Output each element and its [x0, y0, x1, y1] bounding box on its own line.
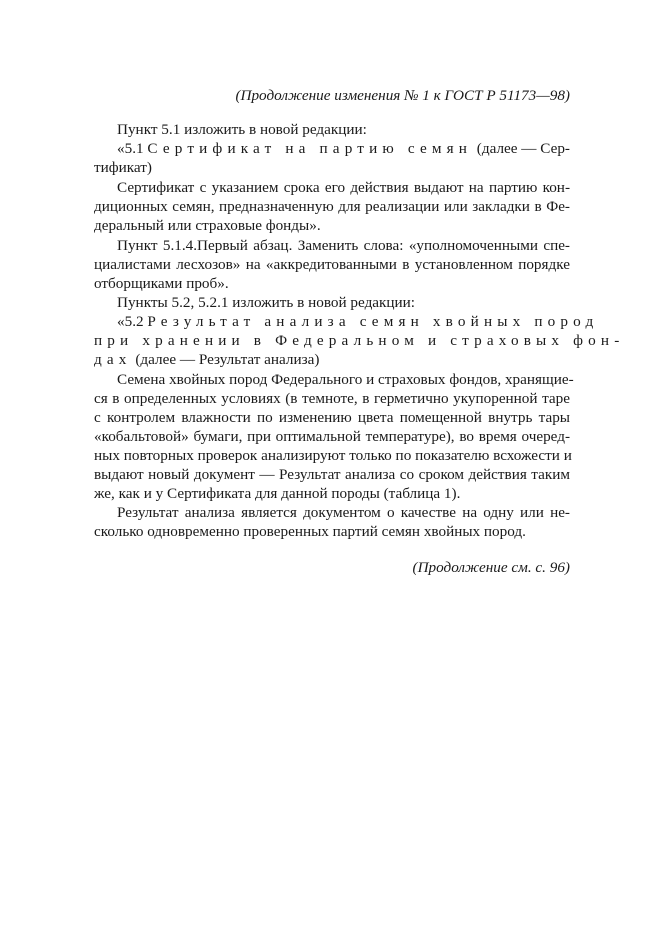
paragraph-line: «кобальтовой» бумаги, при оптимальной температуре), во время очеред- [94, 428, 570, 445]
paragraph-line: Результат анализа является документом о качестве на одну или не- [117, 504, 570, 521]
clause-number: «5.2 [117, 313, 144, 330]
clause-heading: Сертификат на партию семян [147, 140, 473, 157]
header-continuation: (Продолжение изменения № 1 к ГОСТ Р 51173—98) [235, 87, 570, 104]
paragraph-line: с контролем влажности по изменению цвета помещенной внутрь тары [94, 409, 570, 426]
clause-heading-end: дах [94, 351, 132, 368]
paragraph-line: Пункты 5.2, 5.2.1 изложить в новой редакции: [117, 294, 416, 311]
clause-note: (далее — Сер- [476, 140, 570, 157]
paragraph-line: отборщиками проб». [94, 275, 229, 292]
clause-note: (далее — Результат анализа) [135, 351, 320, 368]
clause-heading-cont: при хранении в Федеральном и страховых фон- [94, 332, 625, 349]
paragraph-line: же, как и у Сертификата для данной породы (таблица 1). [94, 485, 461, 502]
paragraph-line: Семена хвойных пород Федерального и страховых фондов, хранящие- [117, 371, 574, 388]
paragraph-line-spaced [94, 350, 570, 369]
paragraph-line-spaced [117, 139, 570, 158]
paragraph-line: тификат) [94, 159, 152, 176]
paragraph-line: ных повторных проверок анализируют только по показателю всхожести и [94, 447, 572, 464]
paragraph-line: Сертификат с указанием срока его действия выдают на партию кон- [117, 179, 570, 196]
paragraph-line: выдают новый документ — Результат анализа со сроком действия таким [94, 466, 570, 483]
paragraph-line: Пункт 5.1 изложить в новой редакции: [117, 121, 367, 138]
paragraph-line-spaced [117, 312, 599, 331]
paragraph-line: сколько одновременно проверенных партий семян хвойных пород. [94, 523, 526, 540]
paragraph-line: Пункт 5.1.4.Первый абзац. Заменить слова: «уполномоченными спе- [117, 237, 570, 254]
paragraph-line: циалистами лесхозов» на «аккредитованными в установленном порядке [94, 256, 570, 273]
clause-heading: Результат анализа семян хвойных пород [147, 313, 599, 330]
paragraph-line: ся в определенных условиях (в темноте, в герметично укупоренной таре [94, 390, 570, 407]
paragraph-line: диционных семян, предназначенную для реализации или закладки в Фе- [94, 198, 570, 215]
clause-number: «5.1 [117, 140, 144, 157]
footer-continuation: (Продолжение см. с. 96) [412, 559, 570, 576]
paragraph-line: деральный или страховые фонды». [94, 217, 321, 234]
